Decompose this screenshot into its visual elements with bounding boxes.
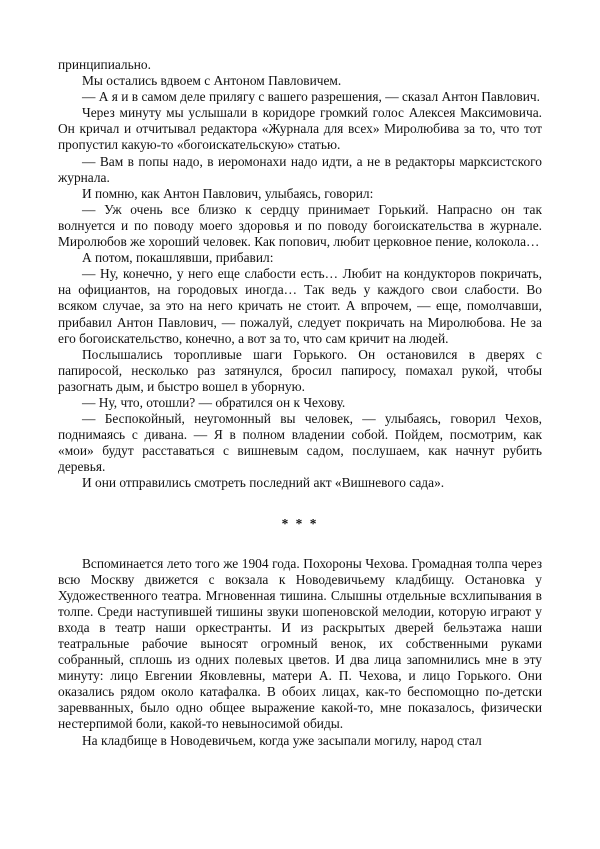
paragraph: Послышались торопливые шаги Горького. Он остановился в дверях с папиросой, несколько раз затянулся, бросил папиросу, помахал рукой, чтобы разогнать дым, и быстро вошел в уборную.: [58, 346, 542, 394]
paragraph: И они отправились смотреть последний акт «Вишневого сада».: [82, 475, 445, 491]
paragraph: принципиально.: [58, 57, 151, 72]
paragraph: И помню, как Антон Павлович, улыбаясь, говорил:: [82, 185, 374, 201]
section-2: [58, 556, 542, 749]
paragraph: Через минуту мы услышали в коридоре громкий голос Алексея Максимовича. Он кричал и отчитывал редактора «Журнала для всех» Миролюбива за то, что тот пропустил какую-то «богоискательскую» статью.: [58, 105, 542, 153]
paragraph: — Ну, что, отошли? — обратился он к Чехову.: [82, 394, 346, 410]
paragraph: — Беспокойный, неугомонный вы человек, — улыбаясь, говорил Чехов, поднимаясь с дивана. — Я в полном владении собой. Пойдем, посмотрим, как «мои» будут расставаться с вишневым садом, послушаем, как начнут рубить деревья.: [58, 411, 542, 475]
paragraph: — Уж очень все близко к сердцу принимает Горький. Напрасно он так волнуется и по поводу моего здоровья и по поводу богоискательства в журнале. Миролюбов же хороший человек. Как попович, любит церковное пение, колокола…: [58, 201, 542, 250]
section-1: [58, 57, 542, 492]
paragraph: Мы остались вдвоем с Антоном Павловичем.: [82, 73, 342, 89]
section-divider: * * *: [281, 515, 319, 531]
paragraph: — Вам в попы надо, в иеромонахи надо идти, а не в редакторы марксистского журнала.: [58, 153, 542, 185]
paragraph: А потом, покашлявши, прибавил:: [82, 250, 274, 266]
paragraph: Вспоминается лето того же 1904 года. Похороны Чехова. Громадная толпа через всю Москву движется с вокзала к Новодевичьему кладбищу. Остановка у Художественного театра. Мгновенная тишина. Слышны отдельные всхлипывания в толпе. Среди наступившей тишины звуки шопеновской мелодии, которую играют у входа в театр наши оркестранты. И из раскрытых дверей бельэтажа наши театральные рабочие выносят огромный венок, их собственными руками собранный, сплошь из одних полевых цветов. И два лица запомнились мне в эту минуту: лицо Евгении Яковлевны, матери А. П. Чехова, и лицо Горького. Они оказались рядом около катафалка. В обоих лицах, как-то беспомощно по-детски заревванных, было одно общее выражение какой-то, мне показалось, физически нестерпимой боли, какой-то невыносимой обиды.: [58, 555, 542, 732]
paragraph: На кладбище в Новодевичьем, когда уже засыпали могилу, народ стал: [82, 732, 482, 748]
paragraph: — Ну, конечно, у него еще слабости есть… Любит на кондукторов покричать, на официантов, на городовых иногда… Так ведь у каждого свои слабости. Во всяком случае, за это на него кричать не стоит. А впрочем, — еще, помолчавши, прибавил Антон Павлович, — пожалуй, следует покричать на Миролюбова. Не за его богоискательство, конечно, а вот за то, что сам кричит на людей.: [58, 266, 542, 346]
paragraph: — А я и в самом деле прилягу с вашего разрешения, — сказал Антон Павлович.: [82, 89, 540, 105]
